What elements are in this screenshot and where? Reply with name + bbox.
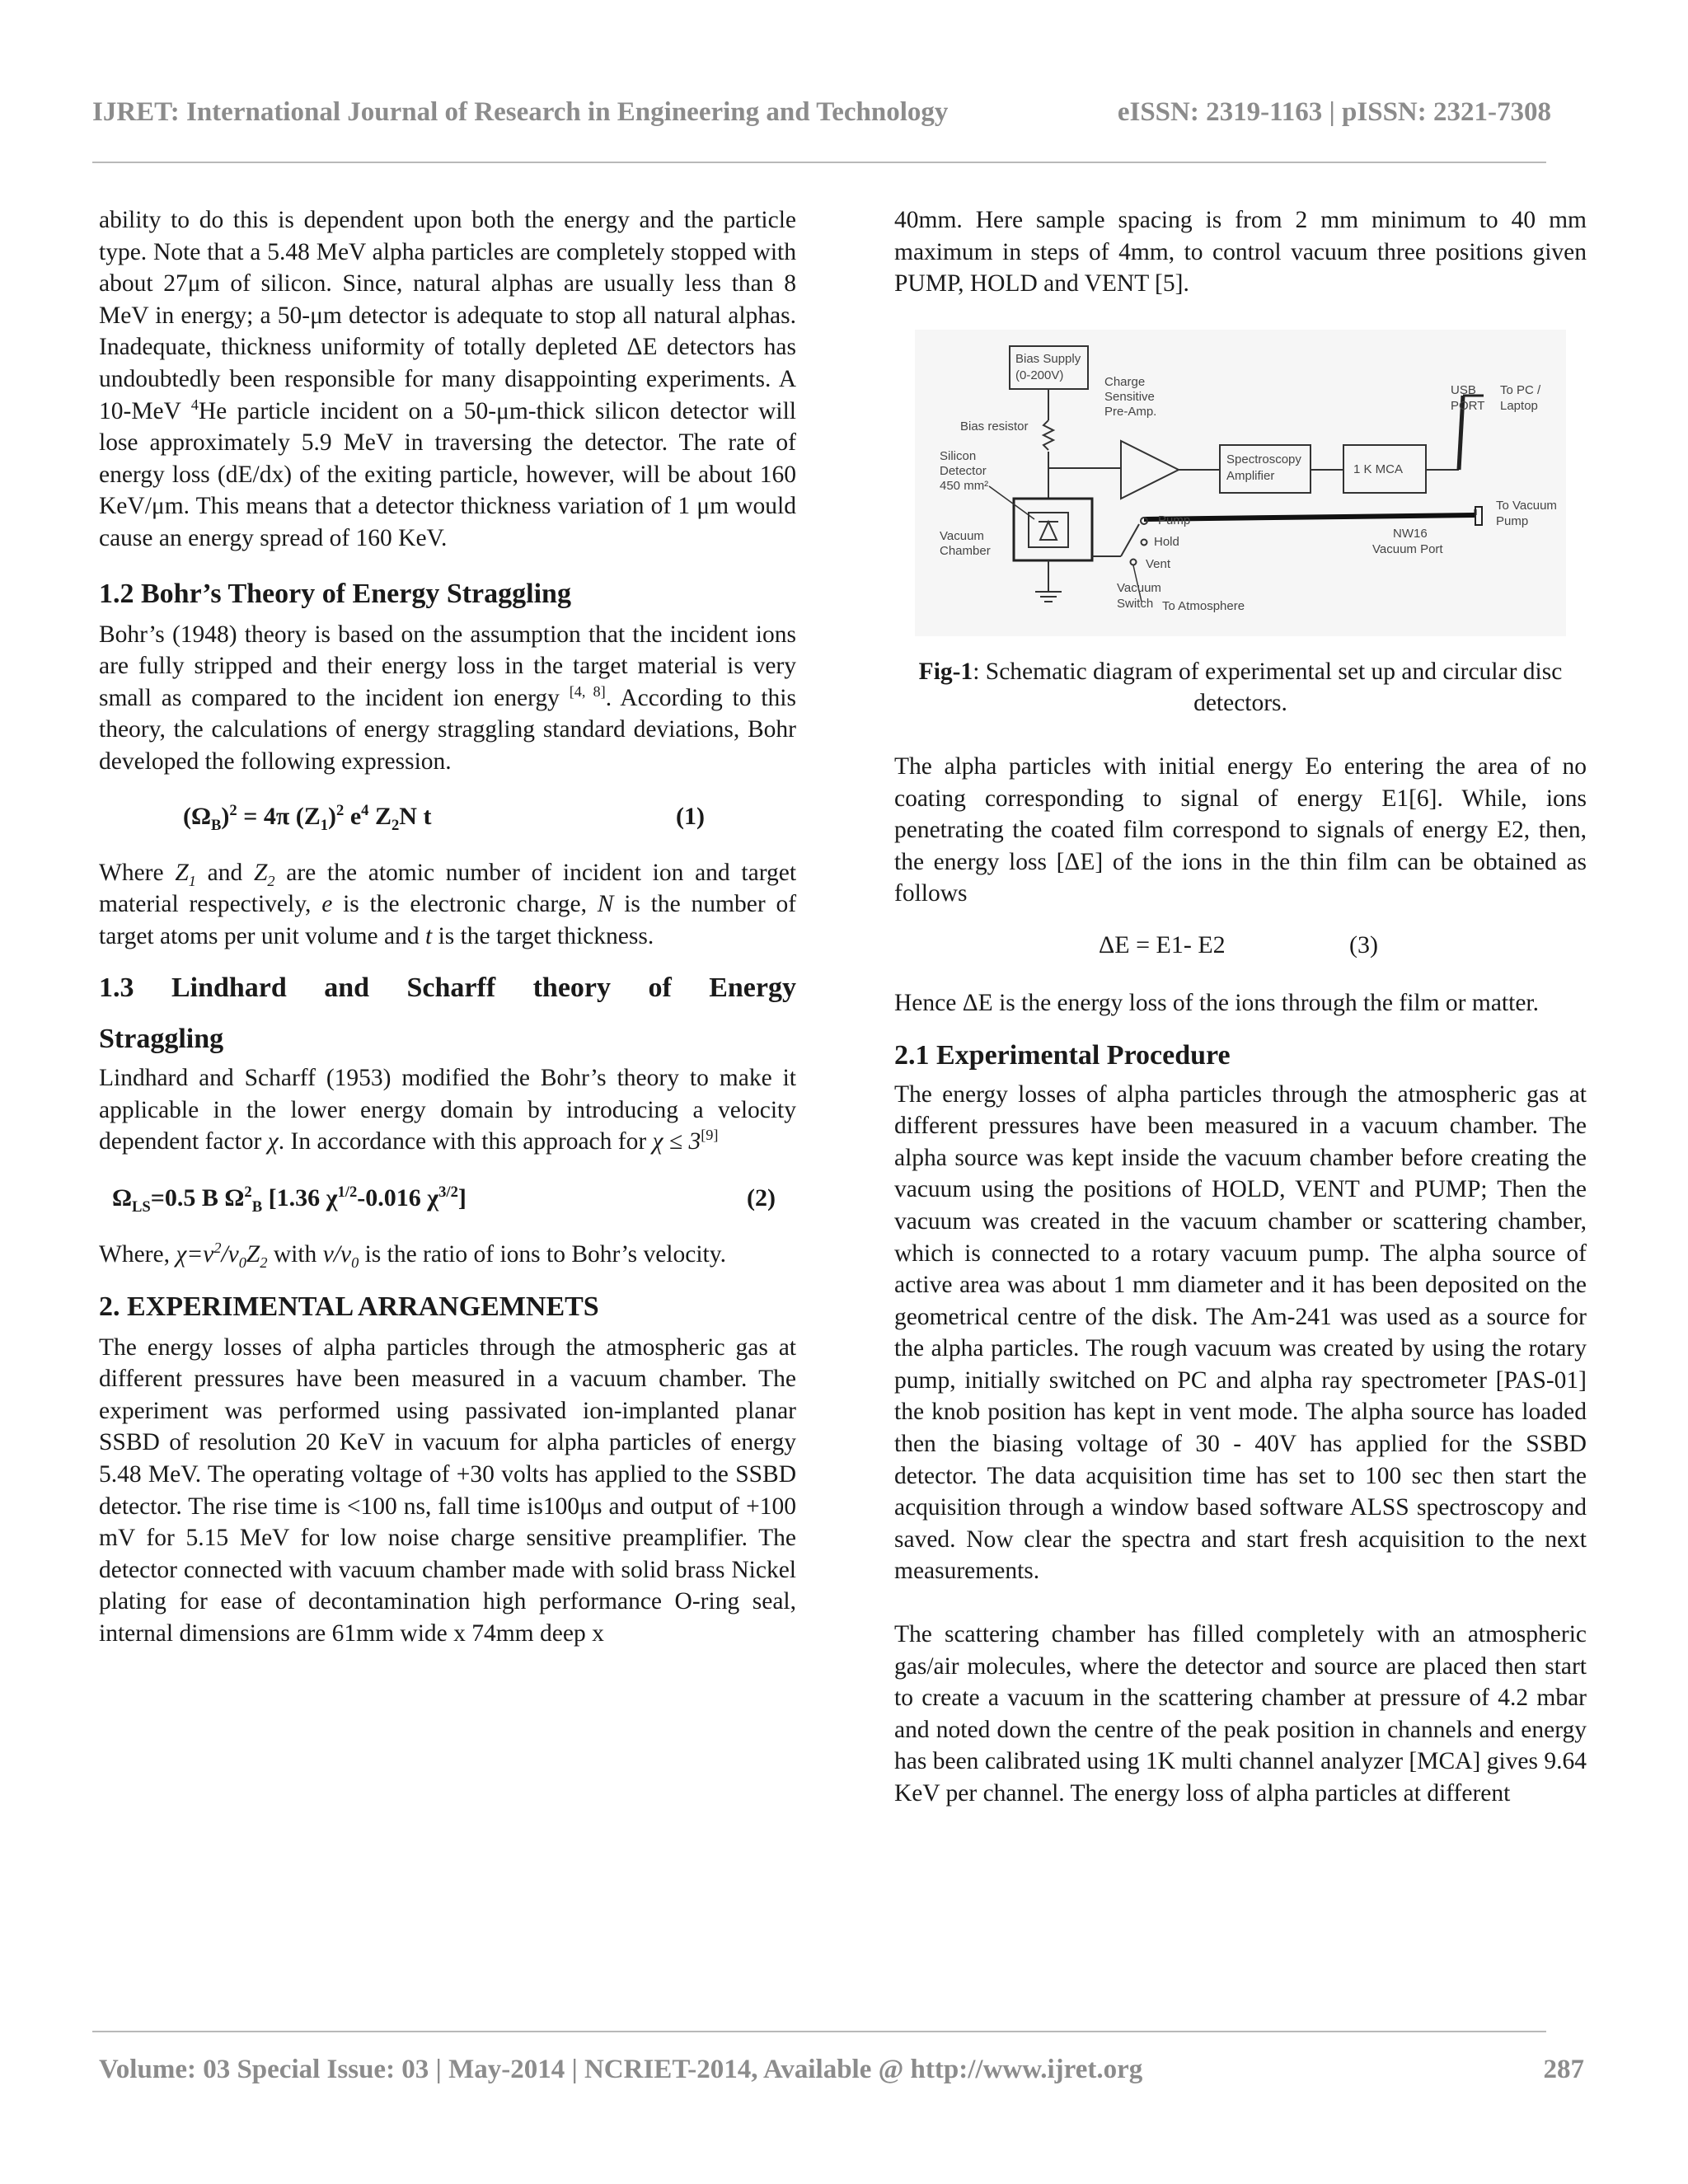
paragraph: 40mm. Here sample spacing is from 2 mm minimum to 40 mm maximum in steps of 4mm, to control vacuum three positions given PUMP, HOLD and VENT [5].: [894, 207, 1587, 298]
paragraph: Bohr’s (1948) theory is based on the assumption that the incident ions are fully stripped and their energy loss in the target material is very small as compared to the incident ion energy [4, 8]. According to this theory, the calculations of energy straggling standard deviations, Bohr developed the following expression.: [99, 621, 796, 775]
equation-3-body: ΔE = E1- E2: [1099, 930, 1226, 958]
equation-1-body: $(\Omega_B)^2 = 4\pi$ $(Z_1)^2$ $e^4$ $Z_2N$ t: [183, 801, 432, 834]
left-column: [99, 204, 796, 1650]
label-to-atmosphere: To Atmosphere: [1162, 598, 1245, 613]
page-number: 287: [1543, 2055, 1584, 2084]
journal-title: IJRET: International Journal of Research in Engineering and Technology: [92, 97, 949, 127]
paragraph: Where $Z_1$ and $Z_2$ are the atomic number of incident ion and target material respectively, e is the electronic charge, N is the number of target atoms per unit volume and t is the target thickness.: [99, 859, 797, 949]
paragraph: The scattering chamber has filled completely with an atmospheric gas/air molecules, where the detector and source are placed then start to create a vacuum in the scattering chamber at pressure of 4.2 mbar and noted down the centre of the peak position in channels and energy has been calibrated using 1K multi channel analyzer [MCA] gives 9.64 KeV per channel. The energy loss of alpha particles at different: [894, 1621, 1587, 1807]
section-heading-2: 2. EXPERIMENTAL ARRANGEMNETS: [99, 1291, 599, 1322]
label-amplifier: Amplifier: [1226, 468, 1275, 483]
label-vacuum-switch-2: Switch: [1117, 596, 1154, 611]
label-detector: Detector: [940, 463, 987, 478]
label-preamp: Pre-Amp.: [1104, 404, 1157, 419]
label-sensitive: Sensitive: [1104, 389, 1155, 404]
label-switch-pump: Pump: [1158, 513, 1191, 527]
paragraph: Lindhard and Scharff (1953) modified the Bohr’s theory to make it applicable in the lower energy domain by introducing a velocity dependent factor χ. In accordance with this approach for χ ≤ 3[9]: [99, 1065, 796, 1155]
label-nw16: NW16: [1393, 526, 1428, 541]
label-vacuum-switch-1: Vacuum: [1117, 580, 1161, 595]
label-bias-resistor: Bias resistor: [960, 419, 1029, 434]
label-vacuum: Vacuum: [940, 528, 984, 543]
label-bias-range: (0-200V): [1015, 368, 1064, 382]
equation-2-body: $\Omega_{LS}=0.5$ B $\Omega^2_B$ [1.36 $\chi^{1/2}-0.016$ $\chi^{3/2}$]: [112, 1183, 467, 1216]
label-laptop: Laptop: [1500, 398, 1538, 413]
right-column: [894, 204, 1587, 1810]
label-vacuum-port: Vacuum Port: [1372, 541, 1443, 556]
section-heading-2-1: 2.1 Experimental Procedure: [894, 1039, 1231, 1071]
label-to-pc: To PC /: [1500, 382, 1541, 397]
equation-3: [894, 930, 1587, 963]
page-footer: [99, 2055, 1584, 2085]
paragraph: The energy losses of alpha particles through the atmospheric gas at different pressures have been measured in a vacuum chamber. The alpha source was kept inside the vacuum chamber before creating the vacuum using the positions of HOLD, VENT and PUMP; Then the vacuum was created in the vacuum chamber or scattering chamber, which is connected to a rotary vacuum pump. The alpha source of active area was about 1 mm diameter and it has been deposited on the geometrical centre of the disk. The Am-241 was used as a source for the alpha particles. The rough vacuum was created by using the rotary pump, initially switched on PC and alpha ray spectrometer [PAS-01] the knob position has kept in vent mode. The alpha source has loaded then the biasing voltage of 30 - 40V has applied for the SSBD detector. The data acquisition time has set to 100 sec then start the acquisition through a window based software ALSS spectroscopy and saved. Now clear the spectra and start fresh acquisition to the next measurements.: [894, 1080, 1587, 1585]
label-switch-hold: Hold: [1154, 534, 1179, 549]
label-detector-area: 450 mm²: [940, 478, 989, 493]
paragraph: The energy losses of alpha particles through the atmospheric gas at different pressures have been measured in a vacuum chamber. The experiment was performed using passivated ion-implanted planar SSBD of resolution 20 KeV in vacuum for alpha particles of energy 5.48 MeV. The operating voltage of +30 volts has applied to the SSBD detector. The rise time is <100 ns, fall time is100μs and output of +100 mV for 5.15 MeV for low noise charge sensitive preamplifier. The detector connected with vacuum chamber made with solid brass Nickel plating for ease of decontamination high performance O-ring seal, internal dimensions are 61mm wide x 74mm deep x: [99, 1333, 796, 1647]
equation-1: [99, 801, 796, 834]
figure-1-schematic: [915, 330, 1566, 636]
equation-3-number: (3): [1349, 930, 1378, 958]
label-usb: USB: [1451, 382, 1476, 397]
label-chamber: Chamber: [940, 543, 991, 558]
section-heading-1-3: 1.3 Lindhard and Scharff theory of Energy: [99, 972, 796, 1004]
equation-2-number: (2): [747, 1184, 776, 1212]
issn: eISSN: 2319-1163 | pISSN: 2321-7308: [1117, 97, 1551, 127]
schematic-diagram: [915, 330, 1566, 636]
paragraph: The alpha particles with initial energy Eo entering the area of no coating corresponding to signal of energy E1[6]. While, ions penetrating the coated film correspond to signals of energy E2, then, the energy loss [ΔE] of the ions in the thin film can be obtained as follows: [894, 752, 1587, 907]
section-heading-1-2: 1.2 Bohr’s Theory of Energy Straggling: [99, 578, 571, 609]
equation-1-number: (1): [676, 802, 705, 830]
label-silicon: Silicon: [940, 448, 977, 463]
paragraph: Hence ΔE is the energy loss of the ions through the film or matter.: [894, 989, 1539, 1016]
page-header: [92, 97, 1551, 128]
header-rule: [92, 162, 1546, 163]
label-port: PORT: [1451, 398, 1485, 413]
paragraph: Where, $\chi=v^2/v_0Z_2$ with $v/v_0$ is the ratio of ions to Bohr’s velocity.: [99, 1240, 726, 1271]
footer-citation: Volume: 03 Special Issue: 03 | May-2014 | NCRIET-2014, Available @ http://www.ijret.org: [99, 2055, 1143, 2084]
label-to-vacuum: To Vacuum: [1496, 498, 1557, 513]
footer-rule: [92, 2031, 1546, 2032]
label-spectroscopy: Spectroscopy: [1226, 452, 1301, 466]
section-heading-1-3-cont: Straggling: [99, 1024, 224, 1055]
equation-2: [99, 1183, 796, 1216]
figure-1-caption: Fig-1: Schematic diagram of experimental set up and circular disc detectors.: [918, 658, 1563, 717]
label-charge: Charge: [1104, 374, 1146, 389]
label-pump: Pump: [1496, 513, 1529, 528]
label-switch-vent: Vent: [1146, 556, 1171, 571]
paragraph: ability to do this is dependent upon both the energy and the particle type. Note that a 5.48 MeV alpha particles are completely stopped with about 27μm of silicon. Since, natural alphas are usually less than 8 MeV in energy; a 50-μm detector is adequate to stop all natural alphas. Inadequate, thickness uniformity of totally depleted ΔE detectors has undoubtedly been responsible for many disappointing experiments. A 10-MeV $^4$He particle incident on a 50-μm-thick silicon detector will lose approximately 5.9 MeV in traversing the detector. The rate of energy loss (dE/dx) of the exiting particle, however, will be about 160 KeV/μm. This means that a detector thickness variation of 1 μm would cause an energy spread of 160 KeV.: [99, 207, 796, 551]
label-bias-supply: Bias Supply: [1015, 351, 1081, 366]
label-mca: 1 K MCA: [1353, 462, 1404, 476]
